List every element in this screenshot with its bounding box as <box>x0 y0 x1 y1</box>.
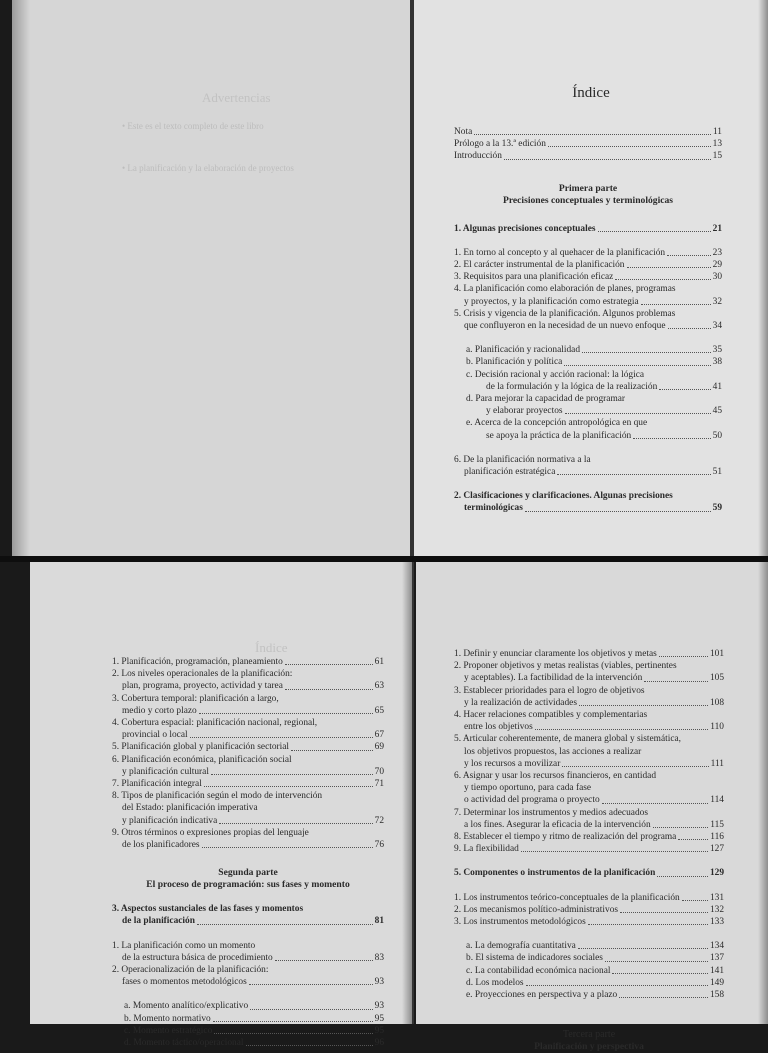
page-number: 131 <box>709 892 724 903</box>
toc-entry-text: planificación estratégica <box>464 467 556 478</box>
toc-entry: 7. Determinar los instrumentos y medios adecuados a los fines. Asegurar la eficacia de la intervención 115 <box>454 807 724 830</box>
dot-leader <box>588 924 708 925</box>
toc-entry: 6. De la planificación normativa a la planificación estratégica 51 <box>454 454 722 478</box>
toc-entry <box>454 831 724 843</box>
part-label: Primera parte <box>558 182 618 194</box>
toc-entry-text: b. El sistema de indicadores sociales <box>466 953 603 964</box>
page-number: 95 <box>374 1013 384 1024</box>
part-title: Planificación y perspectiva <box>534 1041 644 1053</box>
dot-leader <box>213 1021 373 1022</box>
toc-entry-text: fases o momentos metodológicos <box>122 977 247 988</box>
dot-leader <box>219 823 372 824</box>
dot-leader <box>548 146 711 147</box>
dot-leader <box>602 803 709 804</box>
toc-entry-text: de la estructura básica de procedimiento <box>122 952 273 963</box>
page-number: 111 <box>710 758 724 769</box>
dot-leader <box>565 413 711 414</box>
dot-leader <box>682 900 708 901</box>
toc-subentry <box>466 952 724 964</box>
page-number: 127 <box>709 844 724 855</box>
dot-leader <box>633 438 710 439</box>
dot-leader <box>564 365 710 366</box>
page-title: Índice <box>572 85 610 101</box>
toc-entry: 2. Proponer objetivos y metas realistas (viables, pertinentes y aceptables). La factibilidad de la intervención 105 <box>454 661 724 684</box>
page-number: 67 <box>374 730 384 741</box>
dot-leader <box>657 876 708 877</box>
page-number: 110 <box>710 722 724 733</box>
page-number: 35 <box>712 345 722 356</box>
toc-entry <box>454 916 724 928</box>
toc-entry-text: y proyectos, y la planificación como estrategia <box>464 296 639 307</box>
page-number: 51 <box>712 467 722 478</box>
toc-entry-text: entre los objetivos <box>464 722 533 733</box>
toc-entry: 4. Hacer relaciones compatibles y complementarias entre los objetivos 110 <box>454 710 724 733</box>
dot-leader <box>190 737 373 738</box>
toc-subentry <box>466 344 722 356</box>
toc-entry: 1. La planificación como un momento de la estructura básica de procedimiento 83 <box>112 940 384 963</box>
toc-subentry <box>124 1037 384 1049</box>
dot-leader <box>285 689 373 690</box>
dot-leader <box>598 231 711 232</box>
page-number: 133 <box>709 917 724 928</box>
page-number: 71 <box>374 779 384 790</box>
toc-entry-text: 8. Establecer el tiempo y ritmo de realización del programa <box>454 832 677 843</box>
dot-leader <box>619 997 708 998</box>
toc-entry <box>454 648 724 660</box>
toc-entry-text: terminológicas <box>464 503 523 514</box>
dot-leader <box>204 786 373 787</box>
toc-entry-text: c. Momento estratégico <box>124 1025 213 1036</box>
toc-entry: 8. Tipos de planificación según el modo de intervención del Estado: planificación imperativa y planificación indicativa 72 <box>112 791 384 826</box>
toc-entry <box>112 778 384 790</box>
dot-leader <box>644 681 708 682</box>
page-number: 32 <box>712 296 722 307</box>
toc-entry-text: y planificación indicativa <box>122 815 218 826</box>
page-number: 61 <box>374 657 384 667</box>
dot-leader <box>250 1009 372 1010</box>
toc-entry-text: a. La demografía cuantitativa <box>466 941 576 952</box>
dot-leader <box>197 924 373 925</box>
toc-subentry <box>466 356 722 368</box>
chapter-heading <box>454 223 722 235</box>
dot-leader <box>612 973 707 974</box>
toc-entry-text: de los planificadores <box>122 840 200 851</box>
toc-entry-text: y la realización de actividades <box>464 697 577 708</box>
toc-subentry <box>124 1025 384 1037</box>
toc-entry-text: 9. La flexibilidad <box>454 844 519 855</box>
toc-entry-text: b. Momento normativo <box>124 1013 211 1024</box>
toc-entry-text: d. Los modelos <box>466 977 524 988</box>
toc-entry: 2. Operacionalización de la planificación: fases o momentos metodológicos 93 <box>112 965 384 988</box>
page-number: 63 <box>374 681 384 692</box>
dot-leader <box>291 750 373 751</box>
dot-leader <box>526 985 708 986</box>
toc-entry-text: y planificación cultural <box>122 766 209 777</box>
dot-leader <box>557 474 710 475</box>
toc-entry <box>454 259 722 271</box>
toc-entry-text: de la planificación <box>122 916 195 927</box>
page-number: 41 <box>712 381 722 392</box>
toc-entry-text: d. Momento táctico/operacional <box>124 1038 244 1049</box>
toc-entry-text: 1. Algunas precisiones conceptuales <box>454 223 596 234</box>
toc-top-right <box>454 126 722 515</box>
dot-leader <box>562 766 708 767</box>
toc-bottom-right <box>454 648 724 1053</box>
toc-entry-text: 2. Los mecanismos político-administrativos <box>454 904 619 915</box>
dot-leader <box>678 839 708 840</box>
toc-entry: 6. Asignar y usar los recursos financieros, en cantidad y tiempo oportuno, para cada fase o actividad del programa o proyecto 114 <box>454 771 724 806</box>
toc-entry-text: 5. Planificación global y planificación sectorial <box>112 742 290 753</box>
toc-entry <box>112 656 384 668</box>
toc-subentry <box>466 977 724 989</box>
toc-entry-text: c. La contabilidad económica nacional <box>466 965 611 976</box>
toc-entry-text: 1. Definir y enunciar claramente los objetivos y metas <box>454 649 657 659</box>
toc-entry <box>454 904 724 916</box>
toc-entry-text: a. Momento analítico/explicativo <box>124 1001 249 1012</box>
toc-entry-text: 1. En torno al concepto y al quehacer de la planificación <box>454 247 666 258</box>
dot-leader <box>521 851 708 852</box>
page-top-right <box>414 0 768 556</box>
page-bottom-right <box>416 562 768 1053</box>
toc-entry-text: que confluyeron en la necesidad de un nuevo enfoque <box>464 321 666 332</box>
part-label: Tercera parte <box>562 1029 616 1041</box>
dot-leader <box>653 827 709 828</box>
toc-entry-text: y aceptables). La factibilidad de la intervención <box>464 673 643 684</box>
dot-leader <box>578 948 708 949</box>
toc-entry-text: o actividad del programa o proyecto <box>464 795 600 806</box>
page-number: 96 <box>374 1038 384 1049</box>
toc-entry: 6. Planificación económica, planificación social y planificación cultural 70 <box>112 754 384 777</box>
chapter-heading <box>454 867 724 879</box>
toc-entry <box>454 843 724 855</box>
dot-leader <box>246 1045 373 1046</box>
page-number: 141 <box>709 965 724 976</box>
toc-entry-text: Prólogo a la 13.ª edición <box>454 139 546 150</box>
page-number: 129 <box>709 868 724 879</box>
toc-entry-text: 3. Requisitos para una planificación eficaz <box>454 272 614 283</box>
dot-leader <box>668 328 711 329</box>
page-number: 76 <box>374 840 384 851</box>
part-label: Segunda parte <box>218 867 278 879</box>
toc-entry: 9. Otros términos o expresiones propias del lenguaje de los planificadores 76 <box>112 827 384 851</box>
toc-entry <box>454 126 722 138</box>
page-number: 65 <box>374 705 384 716</box>
toc-entry-text: y los recursos a movilizar <box>464 758 561 769</box>
page-number: 83 <box>374 952 384 963</box>
page-number: 72 <box>374 815 384 826</box>
toc-entry-text: 3. Los instrumentos metodológicos <box>454 917 586 928</box>
page-number: 158 <box>709 990 724 1001</box>
toc-entry-text: 2. El carácter instrumental de la planificación <box>454 260 625 271</box>
chapter-heading: 2. Clasificaciones y clarificaciones. Algunas precisiones terminológicas 59 <box>454 491 722 514</box>
toc-subentry: c. Decisión racional y acción racional: la lógica de la formulación y la lógica de la realización 41 <box>466 369 722 392</box>
dot-leader <box>659 389 710 390</box>
dot-leader <box>275 960 373 961</box>
toc-entry-text: b. Planificación y política <box>466 357 563 368</box>
page-number: 69 <box>374 742 384 753</box>
toc-subsection <box>454 940 724 1001</box>
page-number: 105 <box>709 673 724 684</box>
toc-entry: 4. Cobertura espacial: planificación nacional, regional, provincial o local 67 <box>112 718 384 741</box>
page-number: 101 <box>709 649 724 659</box>
dot-leader <box>199 713 373 714</box>
toc-subentry <box>466 940 724 952</box>
page-number: 93 <box>374 977 384 988</box>
page-top-left <box>12 0 410 556</box>
page-number: 13 <box>712 139 722 150</box>
dot-leader <box>474 134 711 135</box>
dot-leader <box>667 255 711 256</box>
page-number: 95 <box>374 1025 384 1036</box>
page-number: 116 <box>710 832 724 843</box>
toc-entry-text: a los fines. Asegurar la eficacia de la intervención <box>464 819 651 830</box>
dot-leader <box>615 279 710 280</box>
page-number: 29 <box>712 260 722 271</box>
toc-entry: 3. Establecer prioridades para el logro de objetivos y la realización de actividades 108 <box>454 685 724 708</box>
toc-entry-text: 1. Los instrumentos teórico-conceptuales de la planificación <box>454 892 680 903</box>
toc-entry: 5. Articular coherentemente, de manera global y sistemática, los objetivos propuestos, las acciones a realizar y los recursos a movilizar 111 <box>454 734 724 769</box>
dot-leader <box>525 511 711 512</box>
toc-entry-text: 5. Componentes o instrumentos de la planificación <box>454 868 656 879</box>
toc-entry-text: Introducción <box>454 151 502 162</box>
toc-entry <box>454 247 722 259</box>
page-bottom-left <box>30 562 412 1049</box>
page-number: 34 <box>712 321 722 332</box>
ghost-title: Índice <box>255 640 288 655</box>
toc-entry <box>454 892 724 904</box>
page-number: 132 <box>709 904 724 915</box>
toc-subentry <box>466 989 724 1001</box>
ghost-text: • Este es el texto completo de este libro • La planificación y la elaboración de proyectos <box>122 121 294 173</box>
page-number: 15 <box>712 151 722 162</box>
page-number: 11 <box>712 127 722 137</box>
toc-entry: 4. La planificación como elaboración de planes, programas y proyectos, y la planificación como estrategia 32 <box>454 284 722 307</box>
page-number: 108 <box>709 697 724 708</box>
toc-bottom-left <box>112 656 384 1049</box>
toc-entry-text: se apoya la práctica de la planificación <box>486 430 632 441</box>
page-number: 93 <box>374 1001 384 1012</box>
page-number: 50 <box>712 430 722 441</box>
toc-entry-text: medio y corto plazo <box>122 705 197 716</box>
toc-subentry <box>124 1013 384 1025</box>
toc-entry-text: 7. Planificación integral <box>112 779 202 790</box>
toc-subentry: e. Acerca de la concepción antropológica en que se apoya la práctica de la planificación 50 <box>466 418 722 441</box>
toc-entry-text: Nota <box>454 127 473 137</box>
page-number: 137 <box>709 953 724 964</box>
toc-subentry <box>124 1000 384 1012</box>
dot-leader <box>659 656 708 657</box>
page-number: 23 <box>712 247 722 258</box>
page-number: 114 <box>710 795 724 806</box>
toc-entry <box>454 138 722 150</box>
page-number: 149 <box>709 977 724 988</box>
dot-leader <box>211 774 373 775</box>
dot-leader <box>582 352 711 353</box>
toc-subentry <box>466 965 724 977</box>
dot-leader <box>202 847 373 848</box>
toc-entry: 3. Cobertura temporal: planificación a largo, medio y corto plazo 65 <box>112 693 384 716</box>
page-number: 30 <box>712 272 722 283</box>
dot-leader <box>504 159 711 160</box>
page-number: 134 <box>709 941 724 952</box>
chapter-heading: 3. Aspectos sustanciales de las fases y momentos de la planificación 81 <box>112 904 384 927</box>
toc-entry: 5. Crisis y vigencia de la planificación. Algunos problemas que confluyeron en la necesidad de un nuevo enfoque 34 <box>454 308 722 332</box>
toc-subsection <box>454 344 722 442</box>
toc-entry: 2. Los niveles operacionales de la planificación: plan, programa, proyecto, actividad y tarea 63 <box>112 669 384 692</box>
page-number: 115 <box>710 819 724 830</box>
toc-entry-text: plan, programa, proyecto, actividad y tarea <box>122 681 283 692</box>
toc-entry-text: y elaborar proyectos <box>486 406 563 417</box>
dot-leader <box>627 267 711 268</box>
dot-leader <box>249 984 373 985</box>
toc-entry-text: provincial o local <box>122 730 188 741</box>
toc-entry <box>112 741 384 753</box>
toc-entry-text: a. Planificación y racionalidad <box>466 345 581 356</box>
page-number: 45 <box>712 406 722 417</box>
toc-entry <box>454 150 722 162</box>
toc-entry <box>454 271 722 283</box>
dot-leader <box>620 912 708 913</box>
toc-subsection <box>112 1000 384 1049</box>
dot-leader <box>641 304 711 305</box>
toc-entry-text: de la formulación y la lógica de la realización <box>486 381 658 392</box>
dot-leader <box>535 729 709 730</box>
part-title: Precisiones conceptuales y terminológicas <box>502 194 674 206</box>
page-number: 81 <box>374 916 384 927</box>
dot-leader <box>605 961 708 962</box>
page-number: 59 <box>712 503 722 514</box>
part-title: El proceso de programación: sus fases y momento <box>146 879 350 891</box>
page-number: 38 <box>712 357 722 368</box>
toc-subentry: d. Para mejorar la capacidad de programar y elaborar proyectos 45 <box>466 394 722 417</box>
ghost-title: Advertencias <box>202 90 271 105</box>
toc-entry-text: e. Proyecciones en perspectiva y a plazo <box>466 990 618 1001</box>
toc-entry-text: 1. Planificación, programación, planeamiento <box>112 657 283 667</box>
dot-leader <box>214 1033 372 1034</box>
dot-leader <box>285 664 373 665</box>
page-number: 21 <box>712 223 722 234</box>
dot-leader <box>579 705 708 706</box>
page-number: 70 <box>374 766 384 777</box>
